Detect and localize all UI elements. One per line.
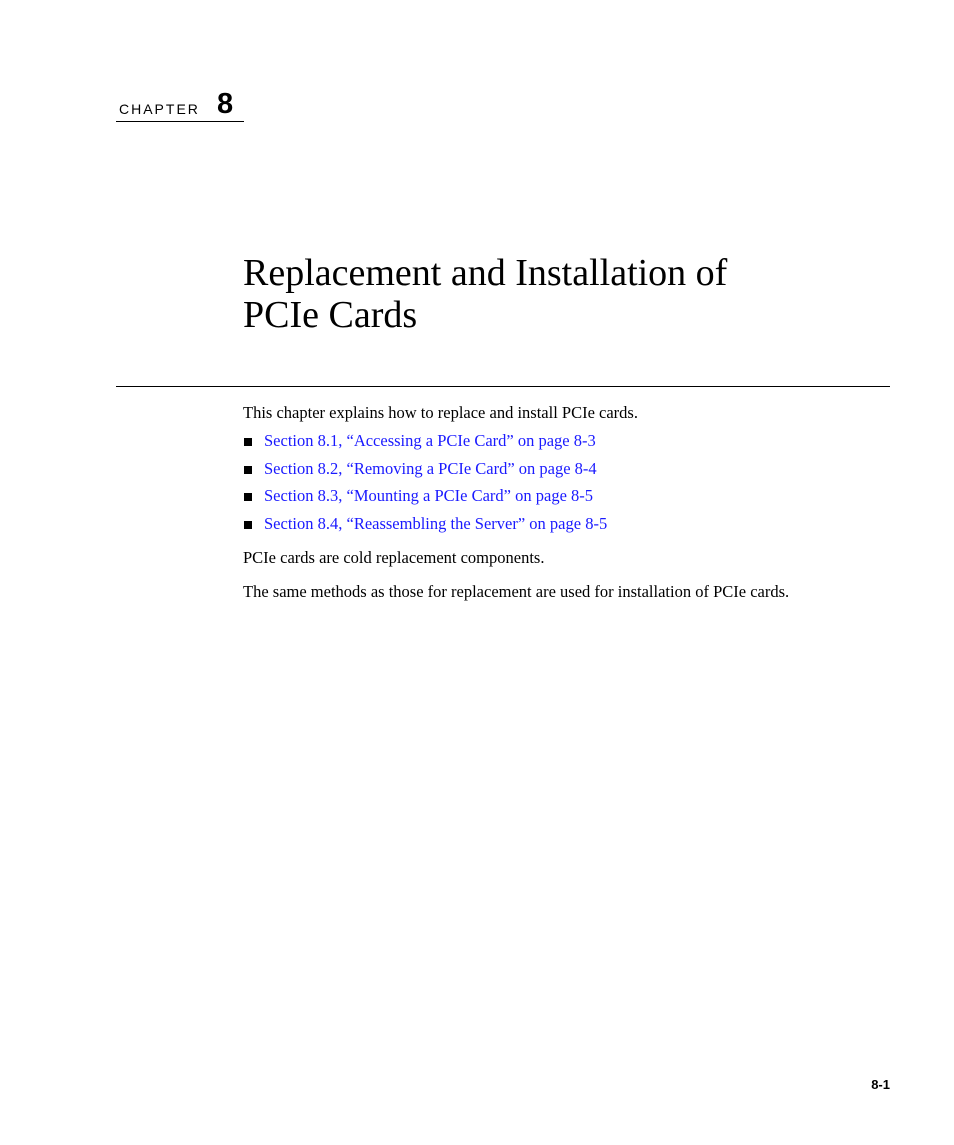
- chapter-title-line-1: Replacement and Installation of: [243, 252, 728, 294]
- section-link-list: [243, 431, 883, 541]
- chapter-label: CHAPTER: [119, 101, 200, 117]
- chapter-header: [116, 88, 244, 122]
- intro-paragraph: This chapter explains how to replace and install PCIe cards.: [243, 403, 638, 422]
- body-paragraph: PCIe cards are cold replacement components.: [243, 548, 545, 567]
- section-link-8-3[interactable]: Section 8.3, “Mounting a PCIe Card” on page 8-5: [264, 486, 594, 506]
- body-paragraph: The same methods as those for replacement are used for installation of PCIe cards.: [243, 582, 790, 601]
- section-link-8-4[interactable]: Section 8.4, “Reassembling the Server” on page 8-5: [264, 513, 608, 533]
- page-number: 8-1: [871, 1077, 890, 1092]
- square-bullet-icon: [244, 438, 252, 446]
- list-item: [243, 486, 883, 514]
- chapter-number: 8: [217, 88, 234, 120]
- list-item: [243, 514, 883, 542]
- square-bullet-icon: [244, 466, 252, 474]
- section-link-8-2[interactable]: Section 8.2, “Removing a PCIe Card” on page 8-4: [264, 458, 597, 478]
- square-bullet-icon: [244, 493, 252, 501]
- square-bullet-icon: [244, 521, 252, 529]
- chapter-title: [243, 252, 883, 336]
- list-item: [243, 459, 883, 487]
- list-item: [243, 431, 883, 459]
- section-divider: [116, 386, 890, 387]
- chapter-title-line-2: PCIe Cards: [243, 294, 418, 336]
- section-link-8-1[interactable]: Section 8.1, “Accessing a PCIe Card” on page 8-3: [264, 431, 596, 450]
